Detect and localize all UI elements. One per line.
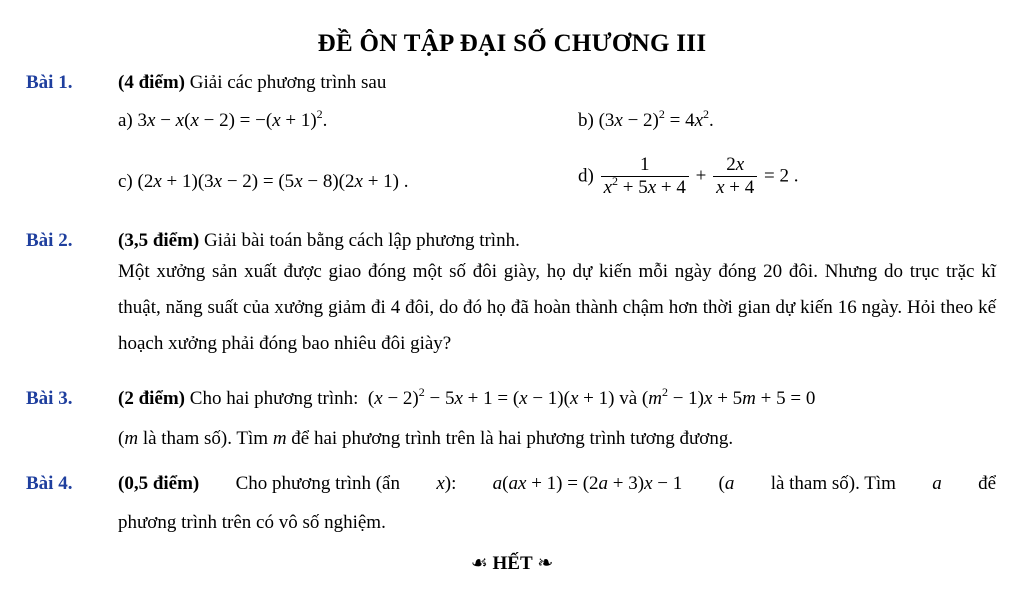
right-ornament-icon: ❧ [537,553,554,574]
problem-3-connector: và [619,388,638,409]
problem-2-heading [118,230,520,252]
fraction-1: $\frac{1}{x^2 + 5x + 4}$ [601,154,689,199]
problem-1b [578,107,714,132]
problem-3-instruction: Cho hai phương trình: [189,388,359,409]
problem-4-line-1: (0,5 điểm) Cho phương trình (ẩn x): a(ax + 1) = (2a + 3)x − 1 (a là tham số). Tìm a để [118,473,996,494]
problem-2-label: Bài 2. [26,230,73,251]
fraction-2: $\frac{2x}{x + 4}$ [713,154,757,199]
problem-4-line-2: phương trình trên có vô số nghiệm. [118,512,386,533]
problem-2-instruction: Giải bài toán bằng cách lập phương trình. [204,230,520,251]
equation-1a: $3x - x(x - 2) = -(x + 1)^2$. [137,107,328,131]
equation-1b: $(3x - 2)^2 = 4x^2$. [598,107,714,131]
problem-1d [578,154,798,199]
end-text: HẾT [492,553,533,574]
left-ornament-icon: ☙ [470,553,488,574]
paren-open-4: ( [718,473,725,494]
var-x: x): [436,473,457,494]
equation-3a: $(x - 2)^2 - 5x + 1 = (x - 1)(x + 1)$ [363,385,615,409]
equation-4: a(ax + 1) = (2a + 3)x − 1 [492,473,683,494]
paren-open: ( [118,428,125,449]
problem-3-line-2-end: để hai phương trình trên là hai phương trình tương đương. [291,428,734,449]
problem-1-heading [118,72,386,94]
part-c-letter: c) [118,171,133,192]
part-a-letter: a) [118,110,133,131]
problem-4-points: (0,5 điểm) [118,473,200,494]
equation-3b: $(m^2 - 1)x + 5m + 5 = 0$ [641,385,816,409]
part-b-letter: b) [578,110,594,131]
equation-1c: (2x + 1)(3x − 2) = (5x − 8)(2x + 1) . [137,171,409,192]
problem-3-label: Bài 3. [26,388,73,409]
problem-1-instruction: Giải các phương trình sau [189,72,387,93]
page-title: ĐỀ ÔN TẬP ĐẠI SỐ CHƯƠNG III [317,30,707,57]
problem-3-line-1 [118,385,816,410]
part-d-letter: d) [578,165,594,187]
problem-4-instruction: Cho phương trình (ẩn [235,473,400,494]
problem-4-label: Bài 4. [26,473,73,494]
problem-1c [118,171,408,193]
equation-1d: $\frac{1}{x^2 + 5x + 4}$ + $\frac{2x}{x + 4}$ = 2 . [599,165,799,186]
problem-2-points: (3,5 điểm) [118,230,200,251]
problem-1-points: (4 điểm) [118,72,186,93]
problem-1-label: Bài 1. [26,72,73,93]
problem-3-line-2: (m là tham số). Tìm m để hai phương trình trên là hai phương trình tương đương. [118,428,734,449]
problem-3-points: (2 điểm) [118,388,186,409]
problem-2-body: Một xưởng sản xuất được giao đóng một số đôi giày, họ dự kiến mỗi ngày đóng 20 đôi. Nhưng do trục trặc kĩ thuật, năng suất của xưởng giảm đi 4 đôi, do đó họ đã hoàn thành chậm hơn thời gian dự kiến 16 ngày. Hỏi theo kế hoạch xưởng phải đóng bao nhiêu đôi giày? [118,261,996,354]
problem-4-de: để [978,473,996,494]
end-marker [0,552,1024,575]
problem-1a [118,107,328,132]
problem-3-line-2-text: là tham số). Tìm [142,428,269,449]
problem-4-param-text: là tham số). Tìm [770,473,896,494]
